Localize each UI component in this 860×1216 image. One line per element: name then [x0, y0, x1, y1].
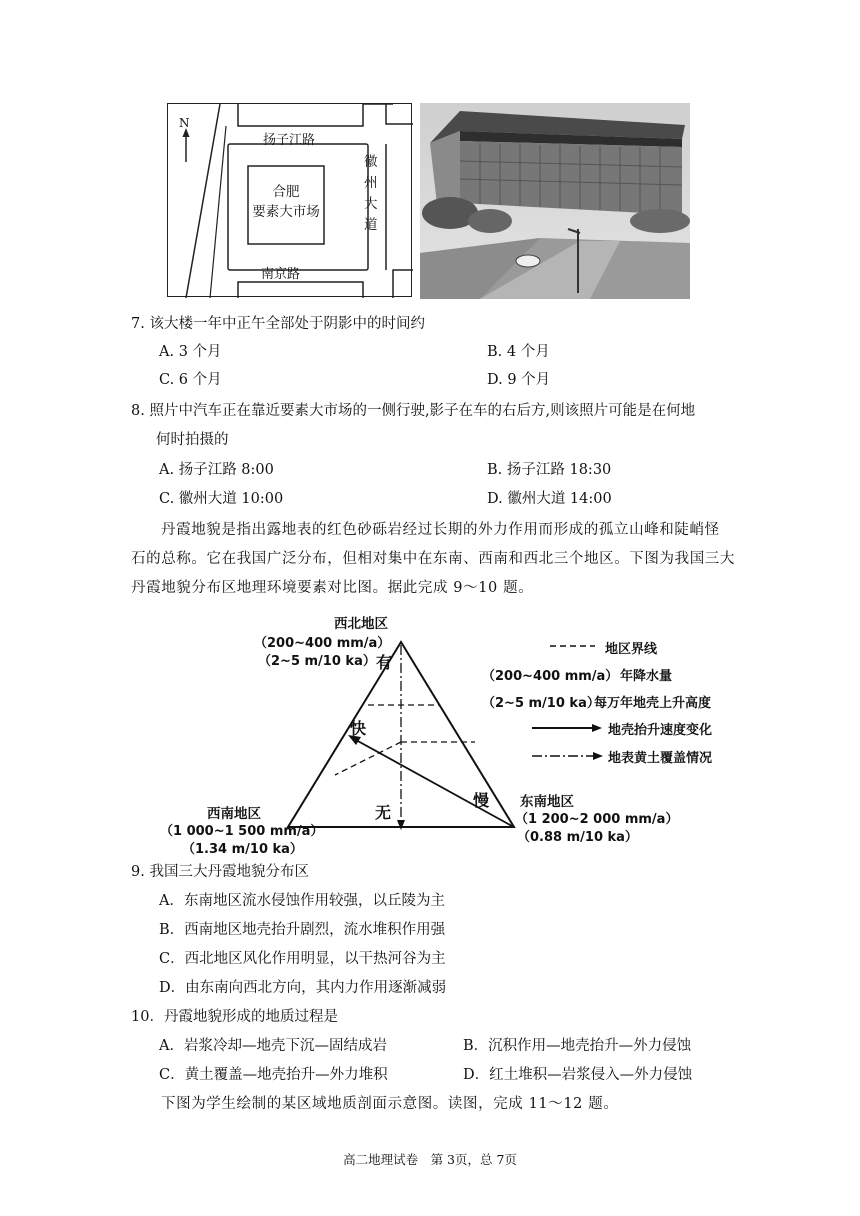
- sw-uplift: （1.34 m/10 ka）: [182, 842, 303, 857]
- label-man: 慢: [473, 791, 490, 810]
- loess-arrow-head: [397, 820, 405, 830]
- road-label-top: 扬子江路: [263, 133, 316, 148]
- building-label: 合肥 要素大市场: [252, 184, 320, 220]
- sw-region-name: 西南地区: [207, 806, 261, 822]
- q7-stem: 7. 该大楼一年中正午全部处于阴影中的时间约: [131, 316, 425, 332]
- q9-option-c[interactable]: C．西北地区风化作用明显，以干热河谷为主: [159, 951, 446, 967]
- location-map: [167, 103, 412, 297]
- q10-option-b[interactable]: B．沉积作用—地壳抬升—外力侵蚀: [463, 1038, 692, 1054]
- se-rainfall: （1 200~2 000 mm/a）: [515, 812, 679, 827]
- nw-rainfall: （200~400 mm/a）: [254, 636, 391, 651]
- se-uplift: （0.88 m/10 ka）: [517, 830, 638, 845]
- q9-option-d[interactable]: D．由东南向西北方向，其内力作用逐渐减弱: [159, 980, 447, 996]
- q10-option-a[interactable]: A．岩浆冷却—地壳下沉—固结成岩: [159, 1038, 387, 1054]
- nw-uplift: （2~5 m/10 ka）: [258, 654, 376, 669]
- q8-stem-line2: 何时拍摄的: [156, 432, 229, 448]
- intro-line-1: 丹霞地貌是指出露地表的红色砂砾岩经过长期的外力作用而形成的孤立山峰和陡峭怪: [161, 522, 720, 538]
- road-label-bottom: 南京路: [261, 267, 301, 282]
- legend-uplift-label: 每万年地壳上升高度: [594, 696, 712, 711]
- q7-option-d[interactable]: D. 9 个月: [487, 372, 551, 388]
- legend-arrow-label: 地壳抬升速度变化: [608, 723, 713, 738]
- q8-option-d[interactable]: D. 徽州大道 14:00: [487, 491, 612, 507]
- north-label: N: [179, 116, 190, 130]
- road-label-right: 徽 州 大 道: [364, 154, 378, 233]
- legend-rain-label: 年降水量: [620, 669, 673, 684]
- se-region-name: 东南地区: [520, 794, 574, 810]
- q7-option-b[interactable]: B. 4 个月: [487, 344, 550, 360]
- legend-rain-sample: （200~400 mm/a）: [482, 669, 619, 684]
- q10-option-d[interactable]: D．红土堆积—岩浆侵入—外力侵蚀: [463, 1067, 693, 1083]
- label-you: 有: [376, 653, 393, 672]
- legend-dashdot-label: 地表黄土覆盖情况: [608, 751, 713, 766]
- building-photo: [420, 103, 690, 299]
- intro-line-2: 石的总称。它在我国广泛分布，但相对集中在东南、西南和西北三个地区。下图为我国三大: [131, 551, 735, 567]
- page-footer: 高二地理试卷 第 3页，总 7页: [343, 1152, 517, 1167]
- q9-option-a[interactable]: A．东南地区流水侵蚀作用较强，以丘陵为主: [159, 893, 445, 909]
- q7-option-c[interactable]: C. 6 个月: [159, 372, 222, 388]
- q8-option-b[interactable]: B. 扬子江路 18:30: [487, 462, 612, 478]
- q10-option-c[interactable]: C．黄土覆盖—地壳抬升—外力堆积: [159, 1067, 388, 1083]
- label-kuai: 快: [350, 719, 367, 738]
- nw-region-name: 西北地区: [334, 616, 388, 632]
- q10-stem: 10．丹霞地貌形成的地质过程是: [131, 1009, 338, 1025]
- intro-line-3: 丹霞地貌分布区地理环境要素对比图。据此完成 9～10 题。: [131, 580, 534, 596]
- q8-option-a[interactable]: A. 扬子江路 8:00: [159, 462, 274, 478]
- legend-boundary-label: 地区界线: [605, 642, 658, 657]
- q9-option-b[interactable]: B．西南地区地壳抬升剧烈，流水堆积作用强: [159, 922, 446, 938]
- sw-rainfall: （1 000~1 500 mm/a）: [160, 824, 324, 839]
- legend-uplift-sample: （2~5 m/10 ka）: [482, 696, 600, 711]
- photo-svg: [420, 103, 690, 299]
- q11-intro: 下图为学生绘制的某区域地质剖面示意图。读图，完成 11～12 题。: [161, 1096, 619, 1112]
- q8-option-c[interactable]: C. 徽州大道 10:00: [159, 491, 284, 507]
- danxia-diagram: [0, 600, 860, 850]
- q9-stem: 9. 我国三大丹霞地貌分布区: [131, 864, 309, 880]
- q8-stem-line1: 8. 照片中汽车正在靠近要素大市场的一侧行驶,影子在车的右后方,则该照片可能是在何地: [131, 403, 696, 419]
- label-wu: 无: [375, 803, 392, 822]
- q7-option-a[interactable]: A. 3 个月: [159, 344, 222, 360]
